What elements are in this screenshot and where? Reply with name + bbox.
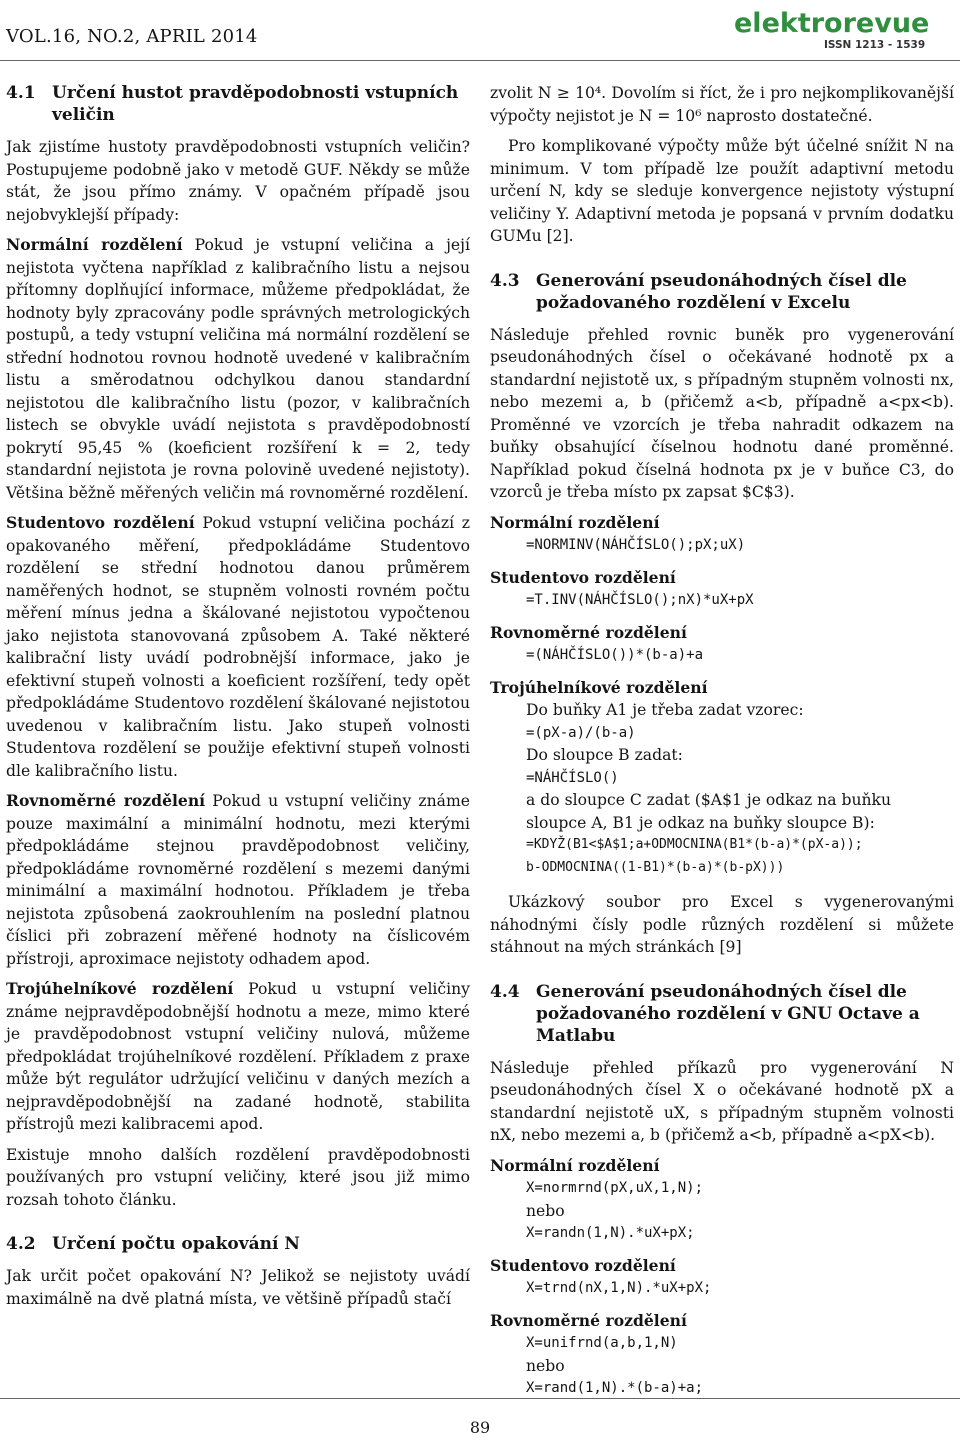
excel-normal-title: Normální rozdělení bbox=[490, 512, 660, 532]
student-distribution-item bbox=[6, 512, 470, 782]
excel-uniform-title: Rovnoměrné rozdělení bbox=[490, 622, 687, 642]
triangular-distribution-item bbox=[6, 978, 470, 1136]
uniform-distribution-term: Rovnoměrné rozdělení bbox=[6, 791, 206, 810]
octave-or-1: nebo bbox=[526, 1201, 565, 1220]
octave-or-2: nebo bbox=[526, 1356, 565, 1375]
normal-distribution-term: Normální rozdělení bbox=[6, 235, 183, 254]
footer-rule bbox=[0, 1398, 960, 1399]
excel-triangular-formula-2: =NÁHČÍSLO() bbox=[526, 769, 619, 786]
section-4-1-outro: Existuje mnoho dalších rozdělení pravděpodobnosti používaných pro vstupní veličiny, které jsou již mimo rozsah tohoto článku. bbox=[6, 1145, 470, 1209]
excel-student-formula: =T.INV(NÁHČÍSLO();nX)*uX+pX bbox=[526, 592, 754, 608]
octave-uniform-code-1: X=unifrnd(a,b,1,N) bbox=[526, 1335, 678, 1351]
octave-student-code: X=trnd(nX,1,N).*uX+pX; bbox=[526, 1280, 712, 1296]
logo-wordmark: elektrorevue bbox=[734, 8, 930, 39]
right-para-2: Pro komplikované výpočty může být účelné snížit N na minimum. V tom případě lze použít adaptivní metodu určení N, kdy se sleduje konvergence nejistoty výstupní veličiny Y. Adaptivní metoda je popsaná v prvním dodatku GUMu [2]. bbox=[490, 137, 954, 245]
left-column bbox=[6, 82, 470, 1318]
section-4-2-heading: 4.2 Určení počtu opakování N bbox=[6, 1234, 300, 1254]
right-para-1: zvolit N ≥ 10⁴. Dovolím si říct, že i pro nejkomplikovanější výpočty nejistot je N = 10⁶ naprosto dostatečné. bbox=[490, 84, 954, 125]
excel-triangular-line-3: a do sloupce C zadat ($A$1 je odkaz na buňku sloupce A, B1 je odkaz na buňky sloupce B): bbox=[526, 791, 892, 832]
excel-triangular-formula-1: =(pX-a)/(b-a) bbox=[526, 724, 636, 741]
octave-normal-title: Normální rozdělení bbox=[490, 1155, 660, 1175]
normal-distribution-item bbox=[6, 234, 470, 504]
right-column bbox=[490, 82, 954, 1400]
logo-issn: ISSN 1213 - 1539 bbox=[824, 39, 926, 51]
uniform-distribution-item bbox=[6, 790, 470, 970]
triangular-distribution-text: Pokud u vstupní veličiny známe nejpravděpodobnější hodnotu a meze, mimo které je pravděpodobnost vstupní veličiny nulová, můžeme předpokládat trojúhelníkové rozdělení. Příkladem z praxe může být regulátor udržující veličinu v daných mezích a nejpravděpodobnější na zadané hodnotě, stabilita přístrojů mezi kalibracemi apod. bbox=[6, 980, 470, 1133]
section-4-4-heading: 4.4 Generování pseudonáhodných čísel dle požadovaného rozdělení v GNU Octave a Matlabu bbox=[490, 981, 920, 1046]
page-header bbox=[0, 0, 960, 62]
excel-outro: Ukázkový soubor pro Excel s vygenerovanými náhodnými čísly podle různých rozdělení si můžete stáhnout na mých stránkách [9] bbox=[490, 893, 954, 956]
excel-triangular-formula-4: b-ODMOCNINA((1-B1)*(b-a)*(b-pX))) bbox=[526, 859, 785, 875]
excel-triangular-title: Trojúhelníkové rozdělení bbox=[490, 677, 708, 697]
triangular-distribution-term: Trojúhelníkové rozdělení bbox=[6, 979, 234, 998]
octave-normal-code-1: X=normrnd(pX,uX,1,N); bbox=[526, 1180, 704, 1196]
excel-triangular-line-2: Do sloupce B zadat: bbox=[526, 746, 683, 764]
excel-triangular-formula-3: =KDYŽ(B1<$A$1;a+ODMOCNINA(B1*(b-a)*(pX-a)); bbox=[526, 837, 863, 852]
excel-student-title: Studentovo rozdělení bbox=[490, 567, 676, 587]
section-4-1-intro: Jak zjistíme hustoty pravděpodobnosti vstupních veličin? Postupujeme podobně jako v metodě GUF. Někdy se může stát, že jsou přímo známy. V opačném případě jsou nejobvyklejší případy: bbox=[6, 138, 470, 224]
page-number: 89 bbox=[469, 1418, 491, 1437]
journal-volume: VOL.16, NO.2, APRIL 2014 bbox=[6, 26, 258, 47]
section-4-3-heading: 4.3 Generování pseudonáhodných čísel dle požadovaného rozdělení v Excelu bbox=[490, 270, 907, 313]
octave-student-title: Studentovo rozdělení bbox=[490, 1255, 676, 1275]
octave-uniform-code-2: X=rand(1,N).*(b-a)+a; bbox=[526, 1380, 704, 1396]
octave-normal-code-2: X=randn(1,N).*uX+pX; bbox=[526, 1225, 695, 1241]
section-4-4-intro: Následuje přehled příkazů pro vygenerování N pseudonáhodných čísel X o očekávané hodnotě pX a standardní nejistotě uX, s případným stupněm volnosti nX, nebo mezemi a, b (přičemž a<b, případně a<pX<b). bbox=[490, 1058, 954, 1144]
header-rule bbox=[0, 60, 960, 61]
student-distribution-text: Pokud vstupní veličina pochází z opakovaného měření, předpokládáme Studentovo rozdělení se střední hodnotou danou průměrem naměřených hodnot, se stupněm volnosti rovném počtu měření mínus jedna a škálované nejistotou vypočtenou jako nejistota stanovovaná způsobem A. Také některé kalibrační listy uvádí podrobnější informace, jako je efektivní stupeň volnosti a koeficient rozšíření, tedy opět předpokládáme Studentovo rozdělení škálované nejistotou uvedenou v kalibračním listu. Jako stupeň volnosti Studentova rozdělení se použije efektivní stupeň volnosti dle kalibračního listu. bbox=[6, 514, 470, 780]
normal-distribution-text: Pokud je vstupní veličina a její nejistota vyčtena například z kalibračního listu a nejsou přítomny doplňující informace, můžeme předpokládat, že hodnoty byly zpracovány podle správných metrologických postupů, a tedy vstupní veličina má normální rozdělení se střední hodnotou rovnou hodnotě uvedené v kalibračním listu a směrodatnou odchylkou danou standardní nejistotou dle kalibračního listu (pozor, v kalibračních listech se obvykle uvádí nejistota s pravděpodobností pokrytí 95,45 % (koeficient rozšíření k = 2, tedy standardní nejistota je rovna polovině uvedené nejistoty). Většina běžně měřených veličin má rovnoměrné rozdělení. bbox=[6, 236, 470, 502]
section-4-2-text: Jak určit počet opakování N? Jelikož se nejistoty uvádí maximálně na dvě platná místa, ve většině případů stačí bbox=[6, 1267, 470, 1308]
elektrorevue-logo bbox=[732, 4, 952, 52]
excel-normal-formula: =NORMINV(NÁHČÍSLO();pX;uX) bbox=[526, 537, 746, 553]
student-distribution-term: Studentovo rozdělení bbox=[6, 513, 195, 532]
octave-uniform-title: Rovnoměrné rozdělení bbox=[490, 1310, 687, 1330]
section-4-1-heading: 4.1 Určení hustot pravděpodobnosti vstupních veličin bbox=[6, 83, 459, 125]
uniform-distribution-text: Pokud u vstupní veličiny známe pouze maximální a minimální hodnotu, mezi kterými předpokládáme stejnou pravděpodobnost veličiny, předpokládáme rovnoměrné rozdělení s mezemi danými minimální a maximální hodnotou. Příkladem je třeba nejistota způsobená zaokrouhlením na poslední platnou číslici při zobrazení měřené hodnoty na číslicovém přístroji, aproximace nejistoty odhadem apod. bbox=[6, 792, 470, 968]
section-4-3-intro: Následuje přehled rovnic buněk pro vygenerování pseudonáhodných čísel o očekávané hodnotě px a standardní nejistotě ux, s případným stupněm volnosti nx, nebo mezemi a, b (přičemž a<b, případně a<px<b). Proměnné ve vzorcích je třeba nahradit odkazem na buňky obsahující číselnou hodnotu dané proměnné. Například pokud číselná hodnota px je v buňce C3, do vzorců je třeba místo px zapsat $C$3). bbox=[490, 325, 954, 501]
excel-triangular-line-1: Do buňky A1 je třeba zadat vzorec: bbox=[526, 701, 804, 719]
excel-uniform-formula: =(NÁHČÍSLO())*(b-a)+a bbox=[526, 647, 704, 663]
